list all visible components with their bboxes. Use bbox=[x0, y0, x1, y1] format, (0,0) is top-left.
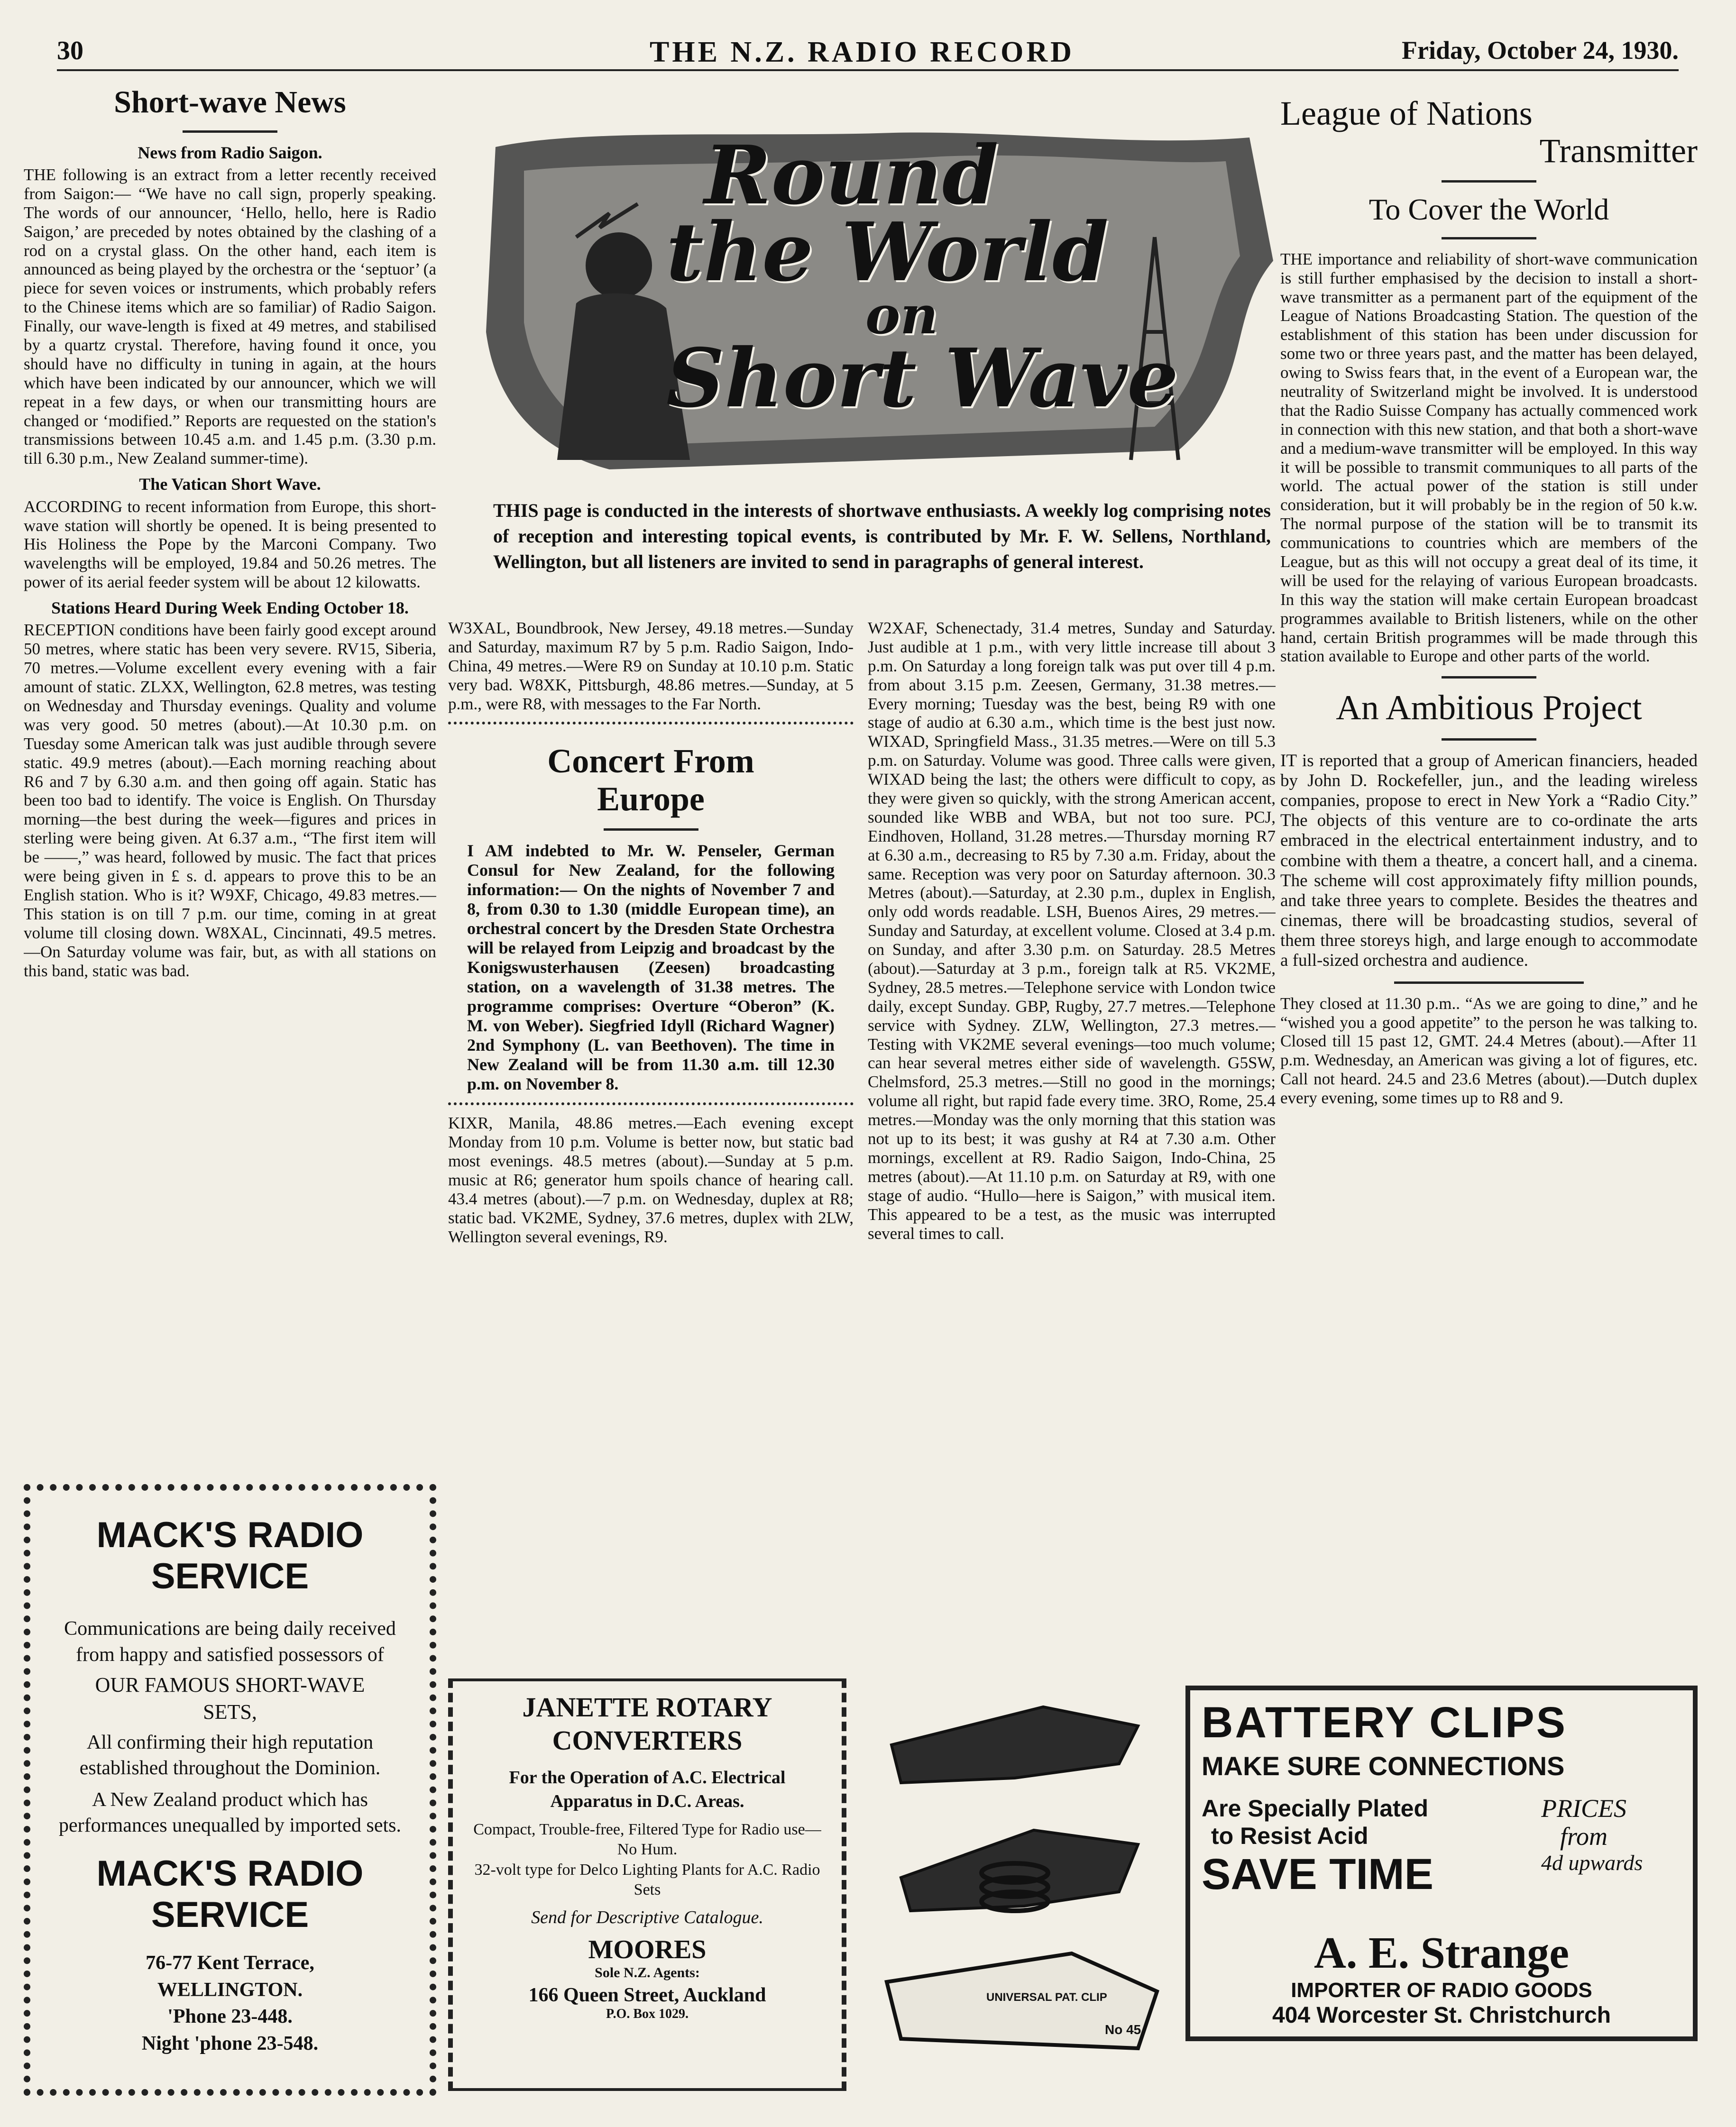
janette-line-1: For the Operation of A.C. Electrical Apparatus in D.C. Areas. bbox=[509, 1768, 786, 1811]
column-league-of-nations bbox=[1280, 95, 1698, 1494]
banner-line-round: Round bbox=[704, 138, 999, 223]
project-rule-bottom bbox=[1394, 981, 1584, 984]
macks-text-2: OUR FAMOUS SHORT-WAVE SETS, bbox=[95, 1673, 365, 1724]
masthead bbox=[57, 28, 1679, 71]
macks-text-3: All confirming their high reputation established throughout the Dominion. bbox=[79, 1731, 381, 1779]
clips-firm-name: A. E. Strange bbox=[1314, 1928, 1569, 1978]
page-introduction bbox=[493, 498, 1271, 607]
vatican-subheading: The Vatican Short Wave. bbox=[139, 475, 321, 494]
macks-radio-service-ad bbox=[24, 1484, 436, 2096]
clips-firm-address: 404 Worcester St. Christchurch bbox=[1272, 2003, 1611, 2028]
macks-text-1: Communications are being daily received from happy and satisfied possessors of bbox=[64, 1618, 396, 1666]
project-rule-top bbox=[1442, 676, 1536, 678]
banner-line-on: on bbox=[865, 284, 938, 346]
macks-name-top: MACK'S RADIO SERVICE bbox=[96, 1515, 364, 1596]
log-entries: W2XAF, Schenectady, 31.4 metres, Sunday and Saturday. Just audible at 1 p.m., with very little increase till about 3 p.m. On Saturday a long foreign talk was put over till 4 p.m. from about 3.15 p.m. Zeesen, Germany, 31.38 metres.—Every morning; Tuesday was the best, being R9 with one stage of audio at 6.30 a.m., which time is the best just now. WIXAD, Springfield Mass., 31.35 metres.—Were on till 5.3 p.m. on Saturday. Volume was good. Three calls were given, WIXAD being the last; the others were difficult to copy, as they were given so quickly, with the strong American accent, sounded like WBB and WBA, but not too sure. PCJ, Eindhoven, Holland, 31.28 metres.—Thursday morning R7 at 6.30 a.m., decreasing to R5 by 7.30 a.m. Friday, about the same. Reception was very poor on Saturday afternoon. 30.3 Metres (about).—Saturday, at 2.30 p.m., duplex in English, only odd words readable. LSH, Buenos Aires, 29 metres.—Sunday and Saturday, at excellent volume. Closed at 3.4 p.m. on Sunday, and after 3.30 p.m. on Saturday. 28.5 Metres (about).—Saturday at 3 p.m., foreign talk at R5. VK2ME, Sydney, 28.5 metres.—Telephone service with London twice daily, except Sunday. GBP, Rugby, 27.7 metres.—Telephone service with Sydney. ZLW, Wellington, 27.3 metres.—Testing with VK2ME several evenings—too much volume; can hear several metres either side of wavelength. G5SW, Chelmsford, 25.3 metres.—Still no good in the mornings; volume all right, but rapid fade every time. 3RO, Rome, 25.4 metres.—Monday was the only morning that this station was not up to its best; it was gushy at R4 at 7.30 a.m. Other mornings, excellent at R9. Radio Saigon, Indo-China, 25 metres (about).—At 11.10 p.m. on Saturday at R9, with one stage of audio. “Hullo—here is Saigon,” with musical item. This appeared to be a test, as the music was interrupted several times to call. bbox=[868, 619, 1276, 1243]
battery-clips-illustration bbox=[873, 1688, 1176, 2096]
janette-address: 166 Queen Street, Auckland bbox=[528, 1984, 766, 2006]
clips-firm-block bbox=[1190, 1927, 1693, 2041]
clips-save-time: SAVE TIME bbox=[1202, 1850, 1434, 1898]
dotted-divider-top bbox=[448, 722, 854, 724]
clip-tag: UNIVERSAL PAT. CLIP bbox=[986, 1991, 1107, 2004]
macks-address: 76-77 Kent Terrace, bbox=[146, 1952, 314, 1974]
league-subheading: To Cover the World bbox=[1369, 193, 1609, 227]
round-the-world-banner bbox=[467, 119, 1283, 484]
project-rule bbox=[1442, 738, 1536, 741]
macks-city: WELLINGTON. bbox=[157, 1979, 303, 2001]
macks-phone: 'Phone 23-448. bbox=[167, 2006, 293, 2028]
clips-body-block bbox=[1202, 1795, 1534, 1923]
janette-box: P.O. Box 1029. bbox=[606, 2006, 689, 2021]
janette-rotary-converters-ad bbox=[448, 1678, 846, 2091]
page-number: 30 bbox=[57, 36, 83, 65]
stations-heard-article: RECEPTION conditions have been fairly good except around 50 metres, where static has been very severe. RV15, Siberia, 70 metres.—Volume excellent every evening with a fair amount of static. ZLXX, Wellington, 62.8 metres, was testing on Wednesday and Thursday evenings. Quality and volume was very good. 50 metres (about).—At 10.30 p.m. on Tuesday some American talk was just audible through severe static. 49.9 metres (about).—Each morning reaching about R6 and 7 by 6.30 a.m. and then going off again. Static has been too bad to identify. The voice is English. On Thursday morning—the best during the week—figures and prices in sterling were being given. At 6.37 a.m., “The first item will be ——,” was heard, followed by music. The fact that prices were being given in £ s. d. appears to prove this to be an English station. Who is it? W9XF, Chicago, 49.83 metres.—This station is on till 7 p.m. our time, coming in at great volume till closing down. W8XAL, Cincinnati, 49.5 metres.—On Saturday volume was fair, but, as with all stations on this band, static was bad. bbox=[24, 621, 436, 980]
stations-heard-subheading: Stations Heard During Week Ending October 18. bbox=[51, 598, 409, 618]
ambitious-project-article: IT is reported that a group of American financiers, headed by John D. Rockefeller, jun., and the leading wireless companies, propose to erect in New York a “Radio City.” The objects of this venture are to co-ordinate the arts embraced in the electrical entertainment industry, and to combine with them a theatre, a concert hall, and a cinema. The scheme will cost approximately fifty million pounds, and take three years to complete. Besides the theatres and cinemas, there will be broadcasting studios, several of them three storeys high, and large enough to accommodate a full-sized orchestra and audience. bbox=[1280, 751, 1698, 971]
heading-rule bbox=[183, 130, 277, 133]
concert-from-europe-heading: Concert From Europe bbox=[547, 742, 754, 818]
macks-text-4: A New Zealand product which has performances unequalled by imported sets. bbox=[59, 1788, 401, 1837]
concert-rule bbox=[604, 828, 698, 831]
clips-headline: BATTERY CLIPS bbox=[1202, 1698, 1568, 1747]
log-continuation: They closed at 11.30 p.m.. “As we are going to dine,” and he “wished you a good appetite” to the person he was talking to. Closed till 15 past 12, GMT. 24.4 Metres (about).—After 11 p.m. Wednesday, an American was giving a lot of figures, etc. Call not heard. 24.5 and 23.6 Metres (about).—Dutch duplex every evening, some times up to R8 and 9. bbox=[1280, 994, 1698, 1108]
short-wave-news-heading: Short-wave News bbox=[114, 85, 346, 119]
clips-prices-block bbox=[1541, 1795, 1693, 1913]
saigon-subheading: News from Radio Saigon. bbox=[138, 143, 322, 162]
log-top-entries: W3XAL, Boundbrook, New Jersey, 49.18 metres.—Sunday and Saturday, maximum R7 by 5 p.m. Radio Saigon, Indo-China, 49 metres.—Were R9 on Sunday at 10.10 p.m. Static very bad. W8XK, Pittsburgh, 48.86 metres.—Sunday, at 5 p.m., were R8, with messages to the Far North. bbox=[448, 619, 854, 713]
janette-title: JANETTE ROTARY CONVERTERS bbox=[522, 1692, 772, 1756]
vatican-article: ACCORDING to recent information from Europe, this short-wave station will shortly be opened. It is being presented to His Holiness the Pope by the Marconi Company. Two wavelengths will be employed, 19.84 and 50.26 metres. The power of its aerial feeder system will be about 12 kilowatts. bbox=[24, 497, 436, 592]
league-sub-rule bbox=[1442, 237, 1536, 239]
newspaper-title: THE N.Z. RADIO RECORD bbox=[650, 36, 1075, 68]
battery-clips-ad bbox=[1185, 1686, 1698, 2041]
issue-date: Friday, October 24, 1930. bbox=[1402, 36, 1679, 64]
ambitious-project-heading: An Ambitious Project bbox=[1336, 688, 1642, 728]
league-heading-line2: Transmitter bbox=[1539, 132, 1698, 170]
column-short-wave-news bbox=[24, 85, 436, 1484]
league-rule bbox=[1442, 180, 1536, 183]
clips-prices-amount: 4d upwards bbox=[1541, 1850, 1643, 1875]
clips-acid-line: to Resist Acid bbox=[1211, 1823, 1369, 1849]
league-article: THE importance and reliability of short-wave communication is still further emphasised by the decision to install a short-wave transmitter as a permanent part of the equipment of the League of Nations Broadcasting Station. The question of the establishment of this station has been under discussion for some two or three years past, and the matter has been delayed, owing to Swiss fears that, in the event of a European war, the neutrality of Switzerland might be involved. It is understood that the Radio Suisse Company has actually commenced work in connection with this new station, and that both a short-wave and a medium-wave transmitter will be employed. In this way it will be possible to transmit communiques to all parts of the world. The actual power of the station is still under consideration, but it will probably be in the region of 50 k.w. The normal purpose of the station will be to transmit its communications to countries which are members of the League, but as this will not occupy a great deal of its time, it will be used for the relaying of various European broadcasts. In this way the station will make certain European broadcast programmes available to British listeners, while on the other hand, certain British programmes will be made through this station available to Europe and other parts of the world. bbox=[1280, 249, 1698, 666]
banner-line-short-wave: Short Wave bbox=[666, 330, 1179, 426]
macks-name-bottom: MACK'S RADIO SERVICE bbox=[96, 1853, 364, 1935]
concert-article: I AM indebted to Mr. W. Penseler, German Consul for New Zealand, for the following information:— On the nights of November 7 and 8, from 0.30 to 1.30 (middle European time), an orchestral concert by the Dresden State Orchestra will be relayed from Leipzig and broadcast by the Konigswusterhausen (Zeesen) broadcasting station, on a wavelength of 31.38 metres. The programme comprises: Overture “Oberon” (K. M. von Weber). Siegfried Idyll (Richard Wagner) 2nd Symphony (L. van Beethoven). The time in New Zealand will be from 11.30 a.m. till 12.30 p.m. on November 8. bbox=[467, 841, 835, 1094]
column-station-log-right bbox=[868, 619, 1276, 1795]
column-station-log-left bbox=[448, 619, 854, 1795]
clip-number: No 45 bbox=[1105, 2022, 1141, 2037]
banner-line-the-world: the World bbox=[666, 204, 1109, 300]
clips-plated-line: Are Specially Plated bbox=[1202, 1795, 1429, 1822]
janette-agent-sub: Sole N.Z. Agents: bbox=[595, 1964, 700, 1980]
introduction-text: THIS page is conducted in the interests of shortwave enthusiasts. A weekly log comprising notes of reception and interesting topical events, is contributed by Mr. F. W. Sellens, Northland, Wellington, but all listeners are invited to send in paragraphs of general interest. bbox=[493, 500, 1271, 572]
clips-subheadline: MAKE SURE CONNECTIONS bbox=[1202, 1751, 1565, 1781]
janette-line-4: Send for Descriptive Catalogue. bbox=[531, 1907, 763, 1927]
league-heading-line1: League of Nations bbox=[1280, 95, 1533, 132]
clips-prices-from: from bbox=[1560, 1822, 1608, 1851]
janette-agent-name: MOORES bbox=[588, 1934, 707, 1964]
macks-night-phone: Night 'phone 23-548. bbox=[141, 2033, 319, 2054]
log-bottom-entries: KIXR, Manila, 48.86 metres.—Each evening except Monday from 10 p.m. Volume is better now, but static bad most evenings. 48.5 metres (about).—Sunday at 5 p.m. music at R6; generator hum spoils chance of hearing call. 43.4 metres (about).—7 p.m. on Wednesday, duplex at R8; static bad. VK2ME, Sydney, 37.6 metres, duplex with 2LW, Wellington several evenings, R9. bbox=[448, 1114, 854, 1246]
janette-line-3: 32-volt type for Delco Lighting Plants for A.C. Radio Sets bbox=[474, 1861, 820, 1899]
banner-title bbox=[666, 138, 1235, 469]
clips-prices-label: PRICES bbox=[1541, 1795, 1626, 1823]
clips-firm-role: IMPORTER OF RADIO GOODS bbox=[1291, 1979, 1592, 2002]
janette-line-2: Compact, Trouble-free, Filtered Type for Radio use—No Hum. bbox=[473, 1820, 821, 1859]
saigon-article: THE following is an extract from a letter recently received from Saigon:— “We have no call sign, properly speaking. The words of our announcer, ‘Hello, hello, here is Radio Saigon,’ are preceded by notes obtained by the clashing of a rod on a crystal glass. On the other hand, each item is announced as being played by the orchestra or the ‘septuor’ (a piece for seven voices or instruments, which probably refers to the Chinese items which are so familiar) of Radio Saigon. Finally, our wave-length is fixed at 49 metres, and stabilised by a quartz crystal. Therefore, having found it once, you should have no difficulty in tuning in again, at the hours which have been indicated by our announcer, which we will repeat in a few days, or when our transmitting hours are changed or ‘modified.” Reports are requested on the station's transmissions between 10.45 a.m. and 1.45 p.m. (3.30 p.m. till 6.30 p.m., New Zealand summer-time). bbox=[24, 165, 436, 468]
dotted-divider-bottom bbox=[448, 1102, 854, 1105]
battery-clip-drawings bbox=[873, 1688, 1176, 2096]
